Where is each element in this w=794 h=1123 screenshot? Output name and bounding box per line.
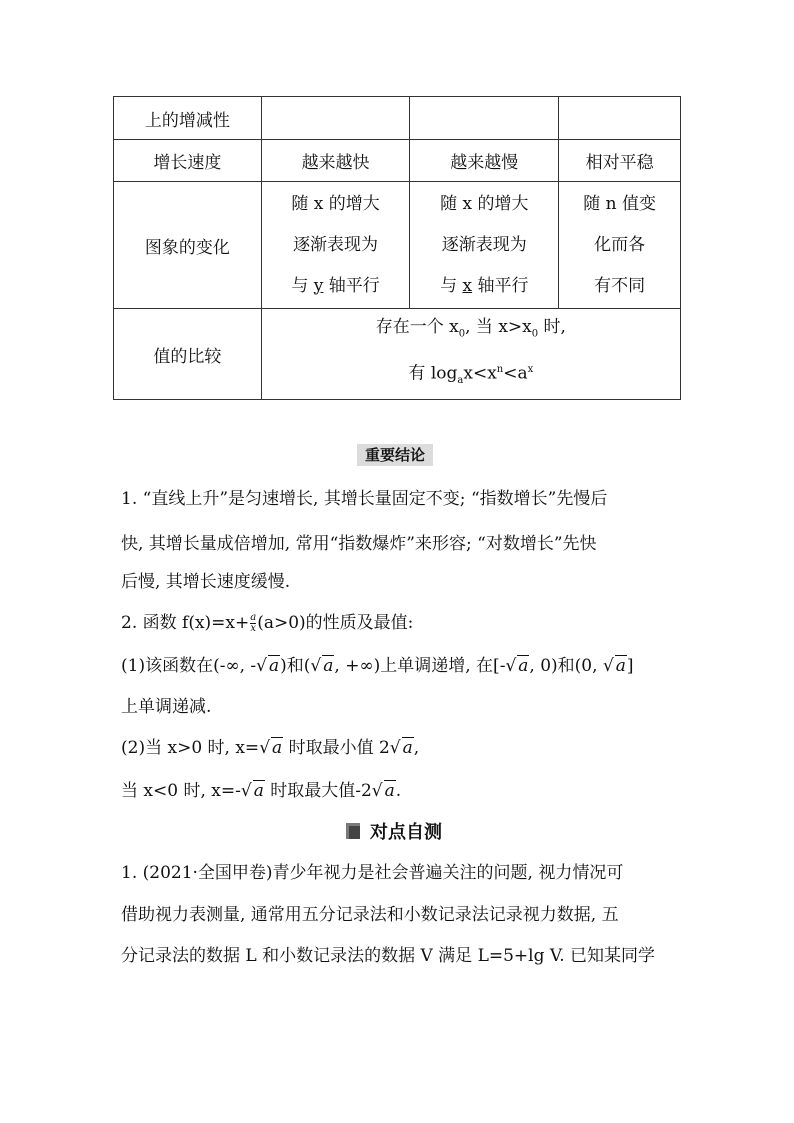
sqrt-radicand: a [253,781,264,801]
sqrt-radicand: a [615,656,626,676]
text: (a>0)的性质及最值: [257,613,414,633]
cell-line [262,352,680,399]
fraction [250,613,256,634]
denominator: x [250,623,257,634]
paragraph-line: 后慢, 其增长速度缓慢. [121,572,291,592]
cell-line: 随 n 值变 [583,193,656,214]
cell-line: 化而各 [594,234,646,255]
table-row [114,182,681,309]
merged-cell [261,309,680,400]
paragraph-line: 分记录法的数据 L 和小数记录法的数据 V 满足 L=5+lg V. 已知某同学 [121,946,656,966]
sqrt-radicand: a [518,656,529,676]
table-cell: 相对平稳 [559,140,681,182]
table-cell [559,182,681,309]
text: , +∞)上单调递增, 在[- [334,656,506,676]
text: 时取最小值 2 [283,738,390,758]
text: ] [626,656,634,676]
cell-line: 逐渐表现为 [441,234,527,255]
text: , 0)和(0, [529,656,603,676]
table-cell [410,97,559,140]
underlined-text: x [462,275,473,296]
text: 时取最大值-2 [264,781,372,801]
text: x<x [463,364,497,385]
table-row [114,309,681,400]
cell-line [410,266,558,307]
text: . [395,781,402,801]
section-title: 对点自测 [370,822,442,843]
subscript: a [457,375,464,387]
text: 存在一个 x [375,317,459,337]
text: 轴平行 [323,275,380,296]
table-cell [261,97,410,140]
table-cell [559,97,681,140]
text: 有 log [408,364,458,385]
comparison-table [113,96,681,400]
text: )和( [280,656,311,676]
paragraph-line: 1. “直线上升”是匀速增长, 其增长量固定不变; “指数增长”先慢后 [121,489,608,509]
table-row [114,140,681,182]
paragraph-line: 快, 其增长量成倍增加, 常用“指数爆炸”来形容; “对数增长”先快 [121,534,597,554]
paragraph-line: 当 x<0 时, x=-√ a 时取最大值-2√ a. [121,781,402,801]
sqrt-radicand: a [272,738,283,758]
row-label: 值的比较 [114,309,262,400]
paragraph-line: 上单调递减. [121,697,212,717]
text: (2)当 x>0 时, x= [121,738,260,758]
paragraph-line: 借助视力表测量, 通常用五分记录法和小数记录法记录视力数据, 五 [121,905,619,925]
text: (1)该函数在(-∞, - [121,656,257,676]
table-cell [410,182,559,309]
superscript: n [496,364,504,376]
cell-line: 有不同 [594,275,646,296]
text: 与 [291,275,314,296]
text: 时, [538,317,566,337]
superscript: x [527,364,534,376]
row-label: 图象的变化 [114,182,262,309]
cell-line: 随 x 的增大 [440,193,529,214]
numerator: a [250,612,257,623]
text: 当 x<0 时, x=- [121,781,241,801]
text: 与 [440,275,463,296]
row-label: 上的增减性 [114,97,262,140]
subscript: 0 [531,328,539,340]
table-cell: 越来越慢 [410,140,559,182]
sqrt-radicand: a [269,656,280,676]
text: , [413,738,420,758]
paragraph-line [121,608,413,634]
sqrt-radicand: a [323,656,334,676]
text: 2. 函数 f(x)=x+ [121,613,250,633]
underlined-text: y [313,275,324,296]
sqrt-radicand: a [384,781,395,801]
section-tag: 重要结论 [357,444,433,466]
subscript: 0 [458,328,466,340]
text: <a [503,364,528,385]
cell-line: 随 x 的增大 [291,193,380,214]
table-cell [261,182,410,309]
text: , 当 x>x [465,317,532,337]
paragraph-line: (1)该函数在(-∞, -√ a)和(√ a, +∞)上单调递增, 在[-√ a, 0)和(0, √ a] [121,656,634,676]
text: 轴平行 [472,275,529,296]
paragraph-line: 1. (2021·全国甲卷)青少年视力是社会普遍关注的问题, 视力情况可 [121,863,624,883]
cell-line [262,266,410,307]
section-heading [346,817,442,845]
section-marker-icon [346,823,360,839]
sqrt-radicand: a [402,738,413,758]
cell-line [262,309,680,352]
table-row [114,97,681,140]
paragraph-line: (2)当 x>0 时, x=√ a 时取最小值 2√ a, [121,738,420,758]
row-label: 增长速度 [114,140,262,182]
table-cell: 越来越快 [261,140,410,182]
cell-line: 逐渐表现为 [293,234,379,255]
